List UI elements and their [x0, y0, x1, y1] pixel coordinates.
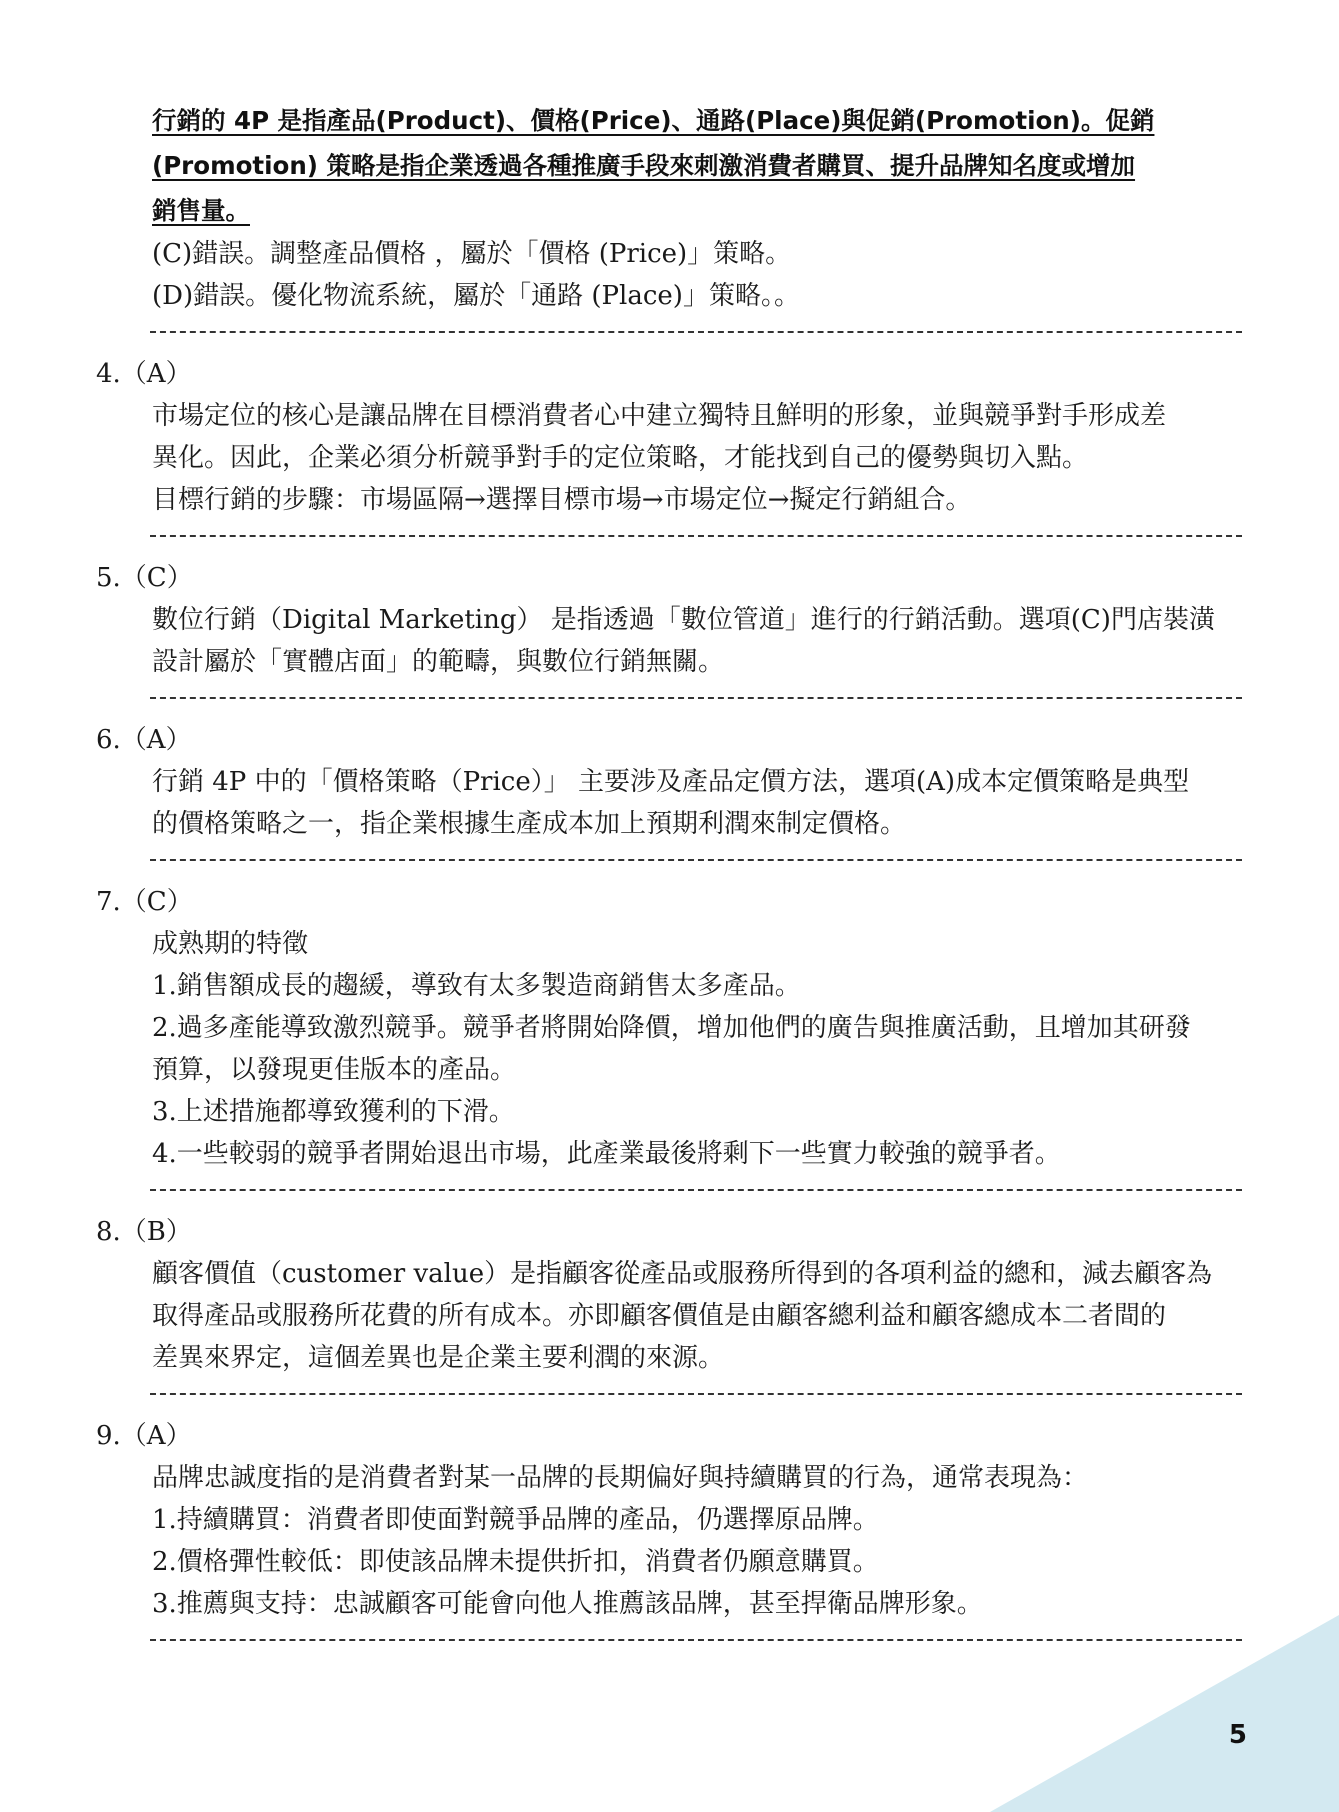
- intro-line: (D)錯誤。優化物流系統，屬於「通路 (Place)」策略。。: [152, 281, 800, 311]
- intro-bold-line: (Promotion) 策略是指企業透過各種推廣手段來刺激消費者購買、提升品牌知名度或增加: [152, 151, 1136, 180]
- dashed-divider: [150, 859, 1242, 861]
- explanation-line: 數位行銷（Digital Marketing） 是指透過「數位管道」進行的行銷活動。選項(C)門店裝潢: [152, 605, 1215, 635]
- explanation-line: 取得產品或服務所花費的所有成本。亦即顧客價值是由顧客總利益和顧客總成本二者間的: [152, 1301, 1167, 1331]
- intro-line: (C)錯誤。調整產品價格 ，屬於「價格 (Price)」策略。: [152, 239, 792, 269]
- explanation-line: 成熟期的特徵: [152, 929, 309, 959]
- intro-bold-line: 銷售量。: [152, 196, 250, 225]
- dashed-divider: [150, 697, 1242, 699]
- explanation-line: 目標行銷的步驟：市場區隔→選擇目標市場→市場定位→擬定行銷組合。: [152, 485, 972, 515]
- explanation-line: 預算，以發現更佳版本的產品。: [152, 1055, 517, 1085]
- explanation-line: 設計屬於「實體店面」的範疇，與數位行銷無關。: [152, 647, 725, 677]
- explanation-line: 1.銷售額成長的趨緩，導致有太多製造商銷售太多產品。: [152, 971, 801, 1001]
- question-block-9: [96, 1415, 1246, 1625]
- dashed-divider: [150, 1189, 1242, 1191]
- explanation-line: 4.一些較弱的競爭者開始退出市場，此產業最後將剩下一些實力較強的競爭者。: [152, 1139, 1061, 1169]
- question-number: 6.（A）: [96, 725, 192, 755]
- question-number: 8.（B）: [96, 1217, 192, 1247]
- explanation-line: 2.價格彈性較低：即使該品牌未提供折扣，消費者仍願意購買。: [152, 1547, 879, 1577]
- question-number: 4.（A）: [96, 359, 192, 389]
- question-block-4: [96, 353, 1246, 521]
- dashed-divider: [150, 1639, 1242, 1641]
- intro-bold-line: 行銷的 4P 是指產品(Product)、價格(Price)、通路(Place)與促銷(Promotion)。促銷: [152, 106, 1155, 135]
- intro-section: [96, 98, 1246, 317]
- question-block-5: [96, 557, 1246, 683]
- explanation-line: 品牌忠誠度指的是消費者對某一品牌的長期偏好與持續購買的行為，通常表現為：: [152, 1463, 1089, 1493]
- explanation-line: 異化。因此，企業必須分析競爭對手的定位策略，才能找到自己的優勢與切入點。: [152, 443, 1089, 473]
- explanation-line: 的價格策略之一，指企業根據生產成本加上預期利潤來制定價格。: [152, 809, 907, 839]
- page-number: 5: [1228, 1720, 1247, 1750]
- dashed-divider: [150, 331, 1242, 333]
- explanation-line: 差異來界定，這個差異也是企業主要利潤的來源。: [152, 1343, 725, 1373]
- explanation-line: 行銷 4P 中的「價格策略（Price）」 主要涉及產品定價方法，選項(A)成本定價策略是典型: [152, 767, 1190, 797]
- question-block-7: [96, 881, 1246, 1175]
- answer-content: [96, 98, 1246, 1661]
- question-number: 9.（A）: [96, 1421, 192, 1451]
- explanation-line: 3.推薦與支持：忠誠顧客可能會向他人推薦該品牌，甚至捍衛品牌形象。: [152, 1589, 983, 1619]
- explanation-line: 1.持續購買：消費者即使面對競爭品牌的產品，仍選擇原品牌。: [152, 1505, 879, 1535]
- explanation-line: 市場定位的核心是讓品牌在目標消費者心中建立獨特且鮮明的形象，並與競爭對手形成差: [152, 401, 1167, 431]
- question-number: 5.（C）: [96, 563, 193, 593]
- dashed-divider: [150, 535, 1242, 537]
- question-number: 7.（C）: [96, 887, 193, 917]
- explanation-line: 3.上述措施都導致獲利的下滑。: [152, 1097, 515, 1127]
- explanation-line: 2.過多產能導致激烈競爭。競爭者將開始降價，增加他們的廣告與推廣活動，且增加其研發: [152, 1013, 1191, 1043]
- dashed-divider: [150, 1393, 1242, 1395]
- question-block-6: [96, 719, 1246, 845]
- question-block-8: [96, 1211, 1246, 1379]
- explanation-line: 顧客價值（customer value）是指顧客從產品或服務所得到的各項利益的總和，減去顧客為: [152, 1259, 1213, 1289]
